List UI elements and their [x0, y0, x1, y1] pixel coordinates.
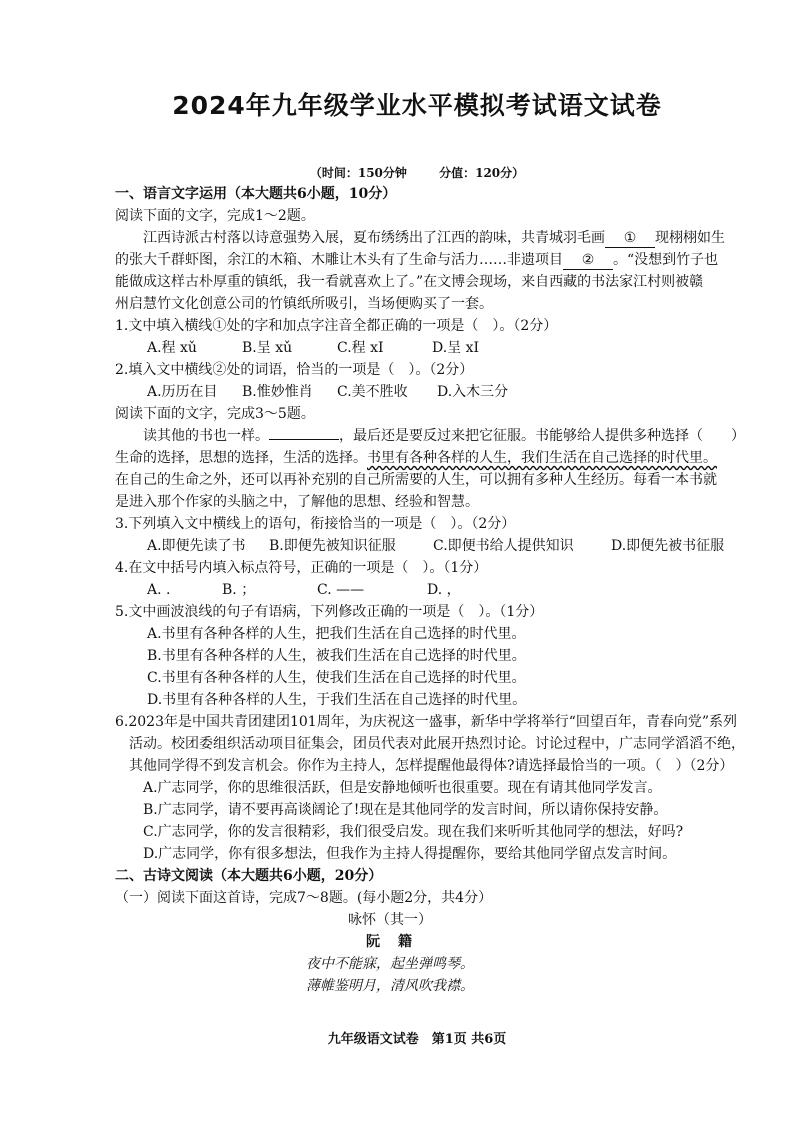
option: D. ， [427, 582, 461, 598]
blank-3 [269, 439, 339, 440]
question-6: 6.2023年是中国共青团建团101周年，为庆祝这一盛事，新华中学将举行“回望百年，青春向党”系列 [115, 714, 738, 730]
blank-1: ① [605, 229, 655, 248]
option: D.呈 xI [432, 340, 480, 356]
passage2-intro: 阅读下面的文字，完成3～5题。 [115, 406, 315, 422]
question-6: 其他同学得不到发言机会。你作为主持人，怎样提醒他最得体?请选择最恰当的一项。（ ）（2分） [129, 758, 734, 774]
option: B.书里有各种各样的人生，被我们生活在自己选择的时代里。 [147, 648, 526, 664]
poem-line: 薄帷鉴明月，清风吹我襟。 [306, 978, 474, 994]
passage1-intro: 阅读下面的文字，完成1～2题。 [115, 208, 315, 224]
option: B.广志同学，请不要再高谈阔论了!现在是其他同学的发言时间，所以请你保持安静。 [143, 802, 668, 818]
option: B.呈 xǔ [242, 340, 293, 356]
passage2-line: 在自己的生命之外，还可以再补充别的自己所需要的人生，可以拥有多种人生经历。每看一本书就 [115, 472, 717, 488]
poem-author: 阮 籍 [366, 934, 414, 950]
question-2: 2.填入文中横线②处的词语，恰当的一项是（ ）。（2分） [115, 362, 474, 378]
option: C.即便书给人提供知识 [433, 538, 574, 554]
section2-heading: 二、古诗文阅读（本大题共6小题，20分） [115, 868, 383, 884]
section2-sub1: （一）阅读下面这首诗，完成7～8题。(每小题2分，共4分） [115, 890, 493, 906]
question-2-options [115, 381, 785, 403]
passage1-line: 的张大千群虾图，余江的木箱、木雕让木头有了生命与活力……非遗项目 ② 。“没想到竹子也 [115, 252, 719, 268]
section1-heading: 一、语言文字运用（本大题共6小题，10分） [115, 186, 397, 202]
option: D.入木三分 [437, 384, 509, 400]
passage1-line: 江西诗派古村落以诗意强势入展，夏布绣绣出了江西的韵味，共青城羽毛画 ① 现栩栩如生 [143, 230, 725, 246]
exam-meta [0, 164, 794, 181]
question-3: 3.下列填入文中横线上的语句，衔接恰当的一项是（ ）。（2分） [115, 516, 516, 532]
passage2-line: 是进入那个作家的头脑之中，了解他的思想、经验和智慧。 [115, 494, 479, 510]
wavy-sentence: 书里有各种各样的人生，我们生活在自己选择的时代里。 [367, 450, 717, 466]
question-3-options [115, 535, 785, 557]
passage2-line: 生命的选择，思想的选择，生活的选择。书里有各种各样的人生，我们生活在自己选择的时代里。 [115, 450, 717, 466]
page-title: 2024年九年级学业水平模拟考试语文试卷 [172, 91, 662, 120]
option: B.即便先被知识征服 [269, 538, 396, 554]
blank-2: ② [563, 251, 613, 270]
question-6: 活动。校团委组织活动项目征集会，团员代表对此展开热烈讨论。讨论过程中，广志同学滔滔不绝， [129, 736, 745, 752]
option: B.惟妙惟肖 [242, 384, 313, 400]
passage2-line: 读其他的书也一样。 ，最后还是要反过来把它征服。书能够给人提供多种选择（ ） [143, 428, 745, 444]
passage1-line: 州启慧竹文化创意公司的竹镇纸所吸引，当场便购买了一套。 [115, 296, 493, 312]
option: C.美不胜收 [337, 384, 408, 400]
poem-title: 咏怀（其一） [348, 912, 432, 928]
option: A. . [147, 582, 171, 598]
passage1-line: 能做成这样古朴厚重的镇纸，我一看就喜欢上了。”在文博会现场，来自西藏的书法家江村则被赣 [115, 274, 704, 290]
option: C.广志同学，你的发言很精彩，我们很受启发。现在我们来听听其他同学的想法，好吗? [143, 824, 684, 840]
question-1-options [115, 337, 785, 359]
exam-score: 分值：120分） [439, 166, 525, 180]
question-4: 4.在文中括号内填入标点符号，正确的一项是（ ）。（1分） [115, 560, 488, 576]
question-5: 5.文中画波浪线的句子有语病，下列修改正确的一项是（ ）。（1分） [115, 604, 544, 620]
option: C. —— [317, 582, 365, 598]
option: C.书里有各种各样的人生，使我们生活在自己选择的时代里。 [147, 670, 526, 686]
option: A.历历在目 [147, 384, 218, 400]
option: C.程 xI [337, 340, 384, 356]
option: A.即便先读了书 [147, 538, 246, 554]
option: A.程 xǔ [147, 340, 197, 356]
question-4-options [115, 579, 785, 601]
option: B. ； [222, 582, 256, 598]
option: A.书里有各种各样的人生，把我们生活在自己选择的时代里。 [147, 626, 526, 642]
option: D.即便先被书征服 [611, 538, 725, 554]
question-1: 1.文中填入横线①处的字和加点字注音全都正确的一项是（ ）。（2分） [115, 318, 558, 334]
exam-time: （时间：150分钟 [309, 166, 407, 180]
page-footer: 九年级语文试卷 第1页 共6页 [327, 1032, 507, 1047]
option: D.书里有各种各样的人生，于我们生活在自己选择的时代里。 [147, 692, 527, 708]
option: A.广志同学，你的思维很活跃，但是安静地倾听也很重要。现在有请其他同学发言。 [143, 780, 662, 796]
poem-line: 夜中不能寐，起坐弹鸣琴。 [306, 956, 474, 972]
exam-content [115, 183, 785, 997]
option: D.广志同学，你有很多想法，但我作为主持人得提醒你，要给其他同学留点发言时间。 [143, 846, 677, 862]
